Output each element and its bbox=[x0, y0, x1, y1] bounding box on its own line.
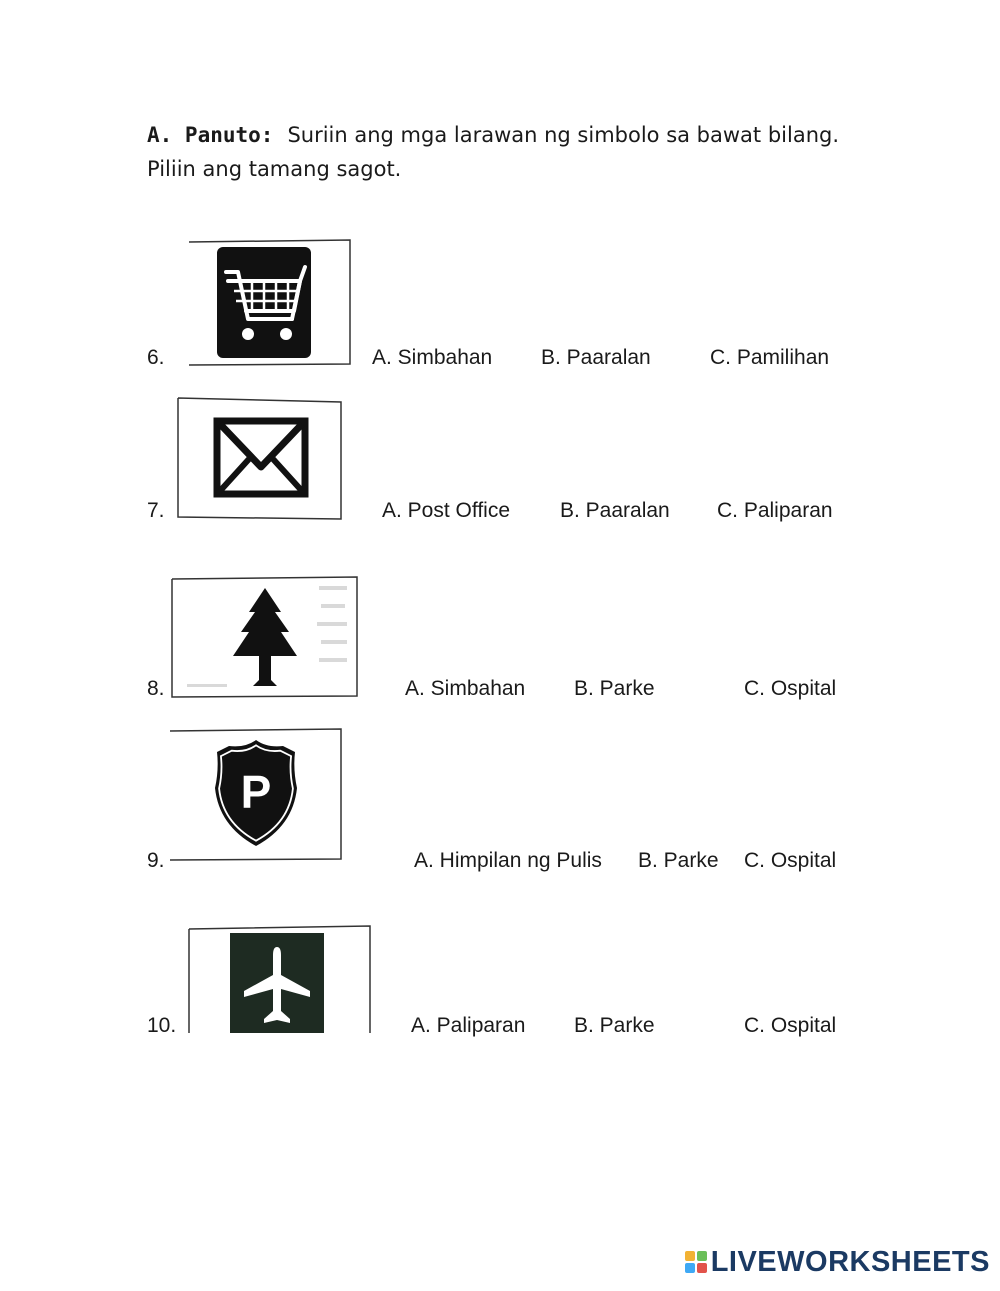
option-a[interactable]: A. Simbahan bbox=[405, 677, 526, 700]
tree-icon bbox=[171, 576, 359, 698]
svg-text:P: P bbox=[240, 766, 272, 818]
logo-block bbox=[685, 1251, 695, 1261]
logo-block bbox=[697, 1251, 707, 1261]
option-a[interactable]: A. Paliparan bbox=[411, 1014, 526, 1037]
police-badge-icon bbox=[169, 728, 343, 861]
option-c[interactable]: C. Ospital bbox=[744, 677, 837, 700]
question-number: 7. bbox=[147, 499, 165, 522]
instructions-text-2: Piliin ang tamang sagot. bbox=[147, 157, 402, 181]
logo-blocks-icon bbox=[685, 1251, 707, 1273]
logo-text: LIVEWORKSHEETS bbox=[710, 1245, 990, 1278]
option-c[interactable]: C. Pamilihan bbox=[710, 346, 830, 369]
airplane-icon bbox=[188, 925, 372, 1035]
question-number: 8. bbox=[147, 677, 165, 700]
question-number: 10. bbox=[147, 1014, 177, 1037]
instructions-text-1: Suriin ang mga larawan ng simbolo sa bawat bilang. bbox=[287, 123, 840, 147]
question-number: 9. bbox=[147, 849, 165, 872]
instructions-line-1 bbox=[147, 118, 867, 152]
option-b[interactable]: B. Parke bbox=[574, 677, 655, 700]
shopping-cart-icon bbox=[188, 239, 352, 367]
option-b[interactable]: B. Parke bbox=[574, 1014, 655, 1037]
option-a[interactable]: A. Himpilan ng Pulis bbox=[414, 849, 602, 872]
envelope-icon bbox=[177, 397, 343, 520]
option-b[interactable]: B. Paaralan bbox=[541, 346, 651, 369]
option-a[interactable]: A. Post Office bbox=[382, 499, 510, 522]
logo-block bbox=[697, 1263, 707, 1273]
option-c[interactable]: C. Ospital bbox=[744, 849, 837, 872]
option-c[interactable]: C. Ospital bbox=[744, 1014, 837, 1037]
logo-block bbox=[685, 1263, 695, 1273]
option-b[interactable]: B. Parke bbox=[638, 849, 719, 872]
question-number: 6. bbox=[147, 346, 165, 369]
option-a[interactable]: A. Simbahan bbox=[372, 346, 493, 369]
instructions bbox=[147, 118, 867, 186]
option-b[interactable]: B. Paaralan bbox=[560, 499, 670, 522]
instructions-label: A. Panuto: bbox=[147, 123, 274, 147]
liveworksheets-logo[interactable] bbox=[685, 1247, 990, 1277]
option-c[interactable]: C. Paliparan bbox=[717, 499, 833, 522]
